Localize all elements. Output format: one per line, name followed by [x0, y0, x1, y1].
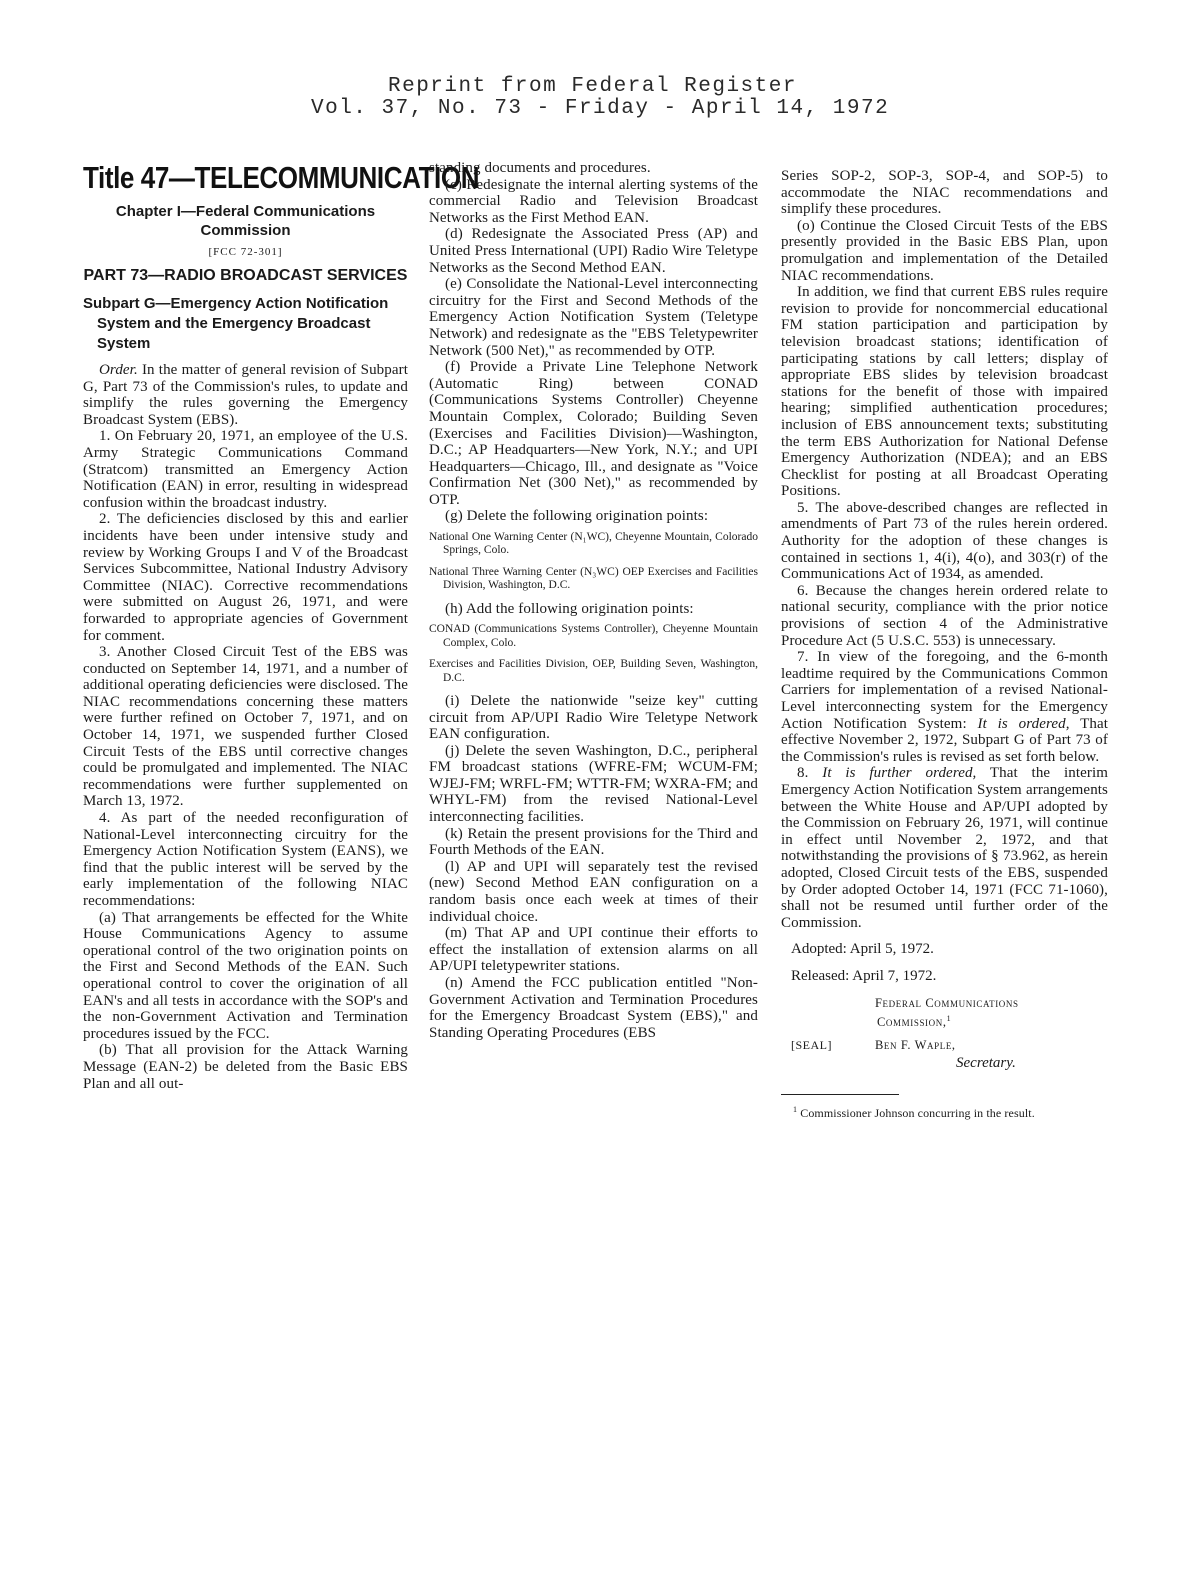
- part-heading: PART 73—RADIO BROADCAST SERVICES: [83, 267, 408, 284]
- header-line-1: Reprint from Federal Register: [388, 75, 797, 98]
- footnote: [781, 1103, 1108, 1120]
- signature-agency: [875, 995, 1108, 1030]
- agency-line-2: Commission,: [877, 1015, 947, 1030]
- paragraph-1: 1. On February 20, 1971, an employee of the U.S. Army Strategic Communications Command (Stratcom) transmitted an Emergency Action Notification (EAN) in error, resulting in widespread confusion within the broadcast industry.: [83, 428, 408, 511]
- paragraph-2: 2. The deficiencies disclosed by this and earlier incidents have been under intensive study and review by Working Groups I and V of the Broadcast Services Subcommittee, National Industry Advisory Committee (NIAC). Corrective recommendations were submitted on August 26, 1971, and were forwarded to appropriate agencies of Government for comment.: [83, 511, 408, 644]
- signature-row: [781, 1038, 1108, 1072]
- paragraph-n: (n) Amend the FCC publication entitled "Non-Government Activation and Termination Procedures for the Emergency Broadcast System (EBS)," and Standing Operating Procedures (EBS: [429, 975, 758, 1041]
- column-2: [429, 160, 758, 1041]
- footnote-divider: [781, 1094, 899, 1095]
- order-text: In the matter of general revision of Subpart G, Part 73 of the Commission's rules, to update and simplify the rules governing the Emergency Broadcast System (EBS).: [83, 362, 408, 428]
- p7-text-a: 7. In view of the foregoing, and the 6-month leadtime required by the Communications Common Carriers for implementation of a revised National-Level interconnecting system for the Emergency Action Notification System:: [781, 649, 1108, 732]
- agency-line-2-wrap: [875, 1011, 1108, 1030]
- paragraph-d: (d) Redesignate the Associated Press (AP) and United Press International (UPI) Radio Wire Teletype Networks as the Second Method EAN.: [429, 226, 758, 276]
- paragraph-a: (a) That arrangements be effected for the White House Communications Agency to assume operational control of the two origination points on the First and Second Methods of the EAN. Such operational control to cover the origination of all EAN's and all tests in accordance with the SOP's and the non-Government Activation and Termination procedures issued by the FCC.: [83, 909, 408, 1042]
- order-label: Order.: [99, 362, 138, 378]
- subpart-heading: Subpart G—Emergency Action Notification System and the Emergency Broadcast System: [83, 295, 389, 352]
- paragraph-e: (e) Consolidate the National-Level interconnecting circuitry for the First and Second Methods of the Emergency Action Notification System (Teletype Network) and redesignate as the "EBS Teletypewriter Network (500 Net)," as recommended by OTP.: [429, 276, 758, 359]
- column-1: [83, 160, 480, 1092]
- added-point-2: Exercises and Facilities Division, OEP, Building Seven, Washington, D.C.: [429, 658, 758, 684]
- paragraph-5: 5. The above-described changes are reflected in amendments of Part 73 of the rules herein ordered. Authority for the adoption of these changes is contained in sections 1, 4(i), 4(o), and 303(r) of the Communications Act of 1934, as amended.: [781, 499, 1108, 583]
- paragraph-l: (l) AP and UPI will separately test the revised (new) Second Method EAN configuration on a random basis once each week at times of their individual choice.: [429, 858, 758, 925]
- paragraph-in-addition: In addition, we find that current EBS rules require revision to provide for noncommercial educational FM station participation and participation by television broadcast stations; identification of participating stations by call letters; display of appropriate EBS slides by television broadcast stations for the benefit of those with impaired hearing; simplified authentication procedures; inclusion of EBS announcement texts; substituting the term EBS Authorization for National Defense Emergency Authorization (NDEA); and an EBS Checklist for posting at all Broadcast Operating Positions.: [781, 284, 1108, 500]
- paragraph-k: (k) Retain the present provisions for the Third and Fourth Methods of the EAN.: [429, 825, 758, 859]
- added-point-1: CONAD (Communications Systems Controller), Cheyenne Mountain Complex, Colo.: [429, 623, 758, 649]
- continued-text: Series SOP-2, SOP-3, SOP-4, and SOP-5) to accommodate the NIAC recommendations and simplify these procedures.: [781, 168, 1108, 218]
- column-3: [781, 168, 1108, 1120]
- released-date: Released: April 7, 1972.: [791, 968, 937, 985]
- paragraph-c: (c) Redesignate the internal alerting systems of the commercial Radio and Television Broadcast Networks as the First Method EAN.: [429, 176, 758, 226]
- paragraph-h: (h) Add the following origination points:: [445, 600, 694, 617]
- paragraph-7: [781, 649, 1108, 765]
- paragraph-j: (j) Delete the seven Washington, D.C., peripheral FM broadcast stations (WFRE-FM; WCUM-FM; WJEJ-FM; WRFL-FM; WTTR-FM; WXRA-FM; and WHYL-FM) from the revised National-Level interconnecting facilities.: [429, 742, 758, 826]
- p8-text-b: That the interim Emergency Action Notification System arrangements between the White House and AP/UPI adopted by the Commission on February 26, 1971, will continue in effect until November 2, 1972, and that notwithstanding the provisions of § 73.962, as herein adopted, Closed Circuit tests of the EBS, suspended by Order adopted October 14, 1971 (FCC 71-1060), shall not be resumed until further order of the Commission.: [781, 765, 1108, 931]
- deleted-point-2: National Three Warning Center (N₃WC) OEP Exercises and Facilities Division, Washington, D.C.: [429, 565, 758, 592]
- paragraph-i: (i) Delete the nationwide "seize key" cutting circuit from AP/UPI Radio Wire Teletype Network EAN configuration.: [429, 692, 758, 743]
- p7-italic: It is ordered,: [977, 715, 1070, 732]
- footnote-text: Commissioner Johnson concurring in the result.: [800, 1106, 1035, 1121]
- agency-line-1: Federal Communications: [875, 996, 1019, 1011]
- paragraph-f: (f) Provide a Private Line Telephone Network (Automatic Ring) between CONAD (Communications Systems Controller) Cheyenne Mountain Complex, Colorado; Building Seven (Exercises and Facilities Division)—Washington, D.C.; AP Headquarters—New York, N.Y.; and UPI Headquarters—Chicago, Ill., and designate as "Voice Confirmation Net (300 Net)," as recommended by OTP.: [429, 359, 758, 508]
- paragraph-b: (b) That all provision for the Attack Warning Message (EAN-2) be deleted from the Basic EBS Plan and all out-: [83, 1042, 408, 1092]
- header-line-2: Vol. 37, No. 73 - Friday - April 14, 1972: [311, 97, 890, 120]
- paragraph-o: (o) Continue the Closed Circuit Tests of the EBS presently provided in the Basic EBS Plan, upon promulgation and implementation of the Detailed NIAC recommendations.: [781, 217, 1108, 284]
- paragraph-8: [781, 765, 1108, 931]
- p7-text-b: That effective November 2, 1972, Subpart G of Part 73 of the Commission's rules is revised as set forth below.: [781, 715, 1108, 765]
- seal-mark: [SEAL]: [791, 1038, 832, 1053]
- p8-italic: It is further ordered,: [822, 765, 977, 782]
- order-paragraph: [83, 362, 408, 428]
- chapter-heading: Chapter I—Federal Communications Commission: [115, 203, 376, 239]
- adopted-date: Adopted: April 5, 1972.: [791, 941, 934, 958]
- continued-text: standing documents and procedures.: [429, 160, 651, 176]
- p8-text-a: 8.: [797, 765, 823, 782]
- secretary-title: Secretary.: [956, 1055, 1016, 1072]
- paragraph-m: (m) That AP and UPI continue their efforts to effect the installation of extension alarms on all AP/UPI teletypewriter stations.: [429, 925, 758, 975]
- deleted-point-1: National One Warning Center (N₁WC), Cheyenne Mountain, Colorado Springs, Colo.: [429, 531, 758, 557]
- document-title: Title 47—TELECOMMUNICATION: [83, 160, 480, 195]
- footnote-number: 1: [793, 1105, 798, 1115]
- paragraph-6: 6. Because the changes herein ordered relate to national security, compliance with the prior notice provisions of section 4 of the Administrative Procedure Act (5 U.S.C. 553) is unnecessary.: [781, 582, 1108, 649]
- paragraph-g: (g) Delete the following origination points:: [445, 508, 709, 525]
- paragraph-3: 3. Another Closed Circuit Test of the EBS was conducted on September 14, 1971, and a number of additional operating deficiencies were disclosed. The NIAC recommendations concerning these matters were further refined on October 7, 1971, and on October 14, 1971, we suspended further Closed Circuit Tests of the EBS until corrective changes could be promulgated and implemented. The NIAC recommendations were further supplemented on March 13, 1972.: [83, 644, 408, 810]
- footnote-marker: 1: [946, 1014, 952, 1024]
- fcc-number: [FCC 72-301]: [208, 246, 283, 258]
- secretary-name: Ben F. Waple,: [875, 1038, 956, 1053]
- paragraph-4: 4. As part of the needed reconfiguration of National-Level interconnecting circuitry for the Emergency Action Notification System (EANS), we find that the public interest will be served by the early implementation of the following NIAC recommendations:: [83, 810, 408, 909]
